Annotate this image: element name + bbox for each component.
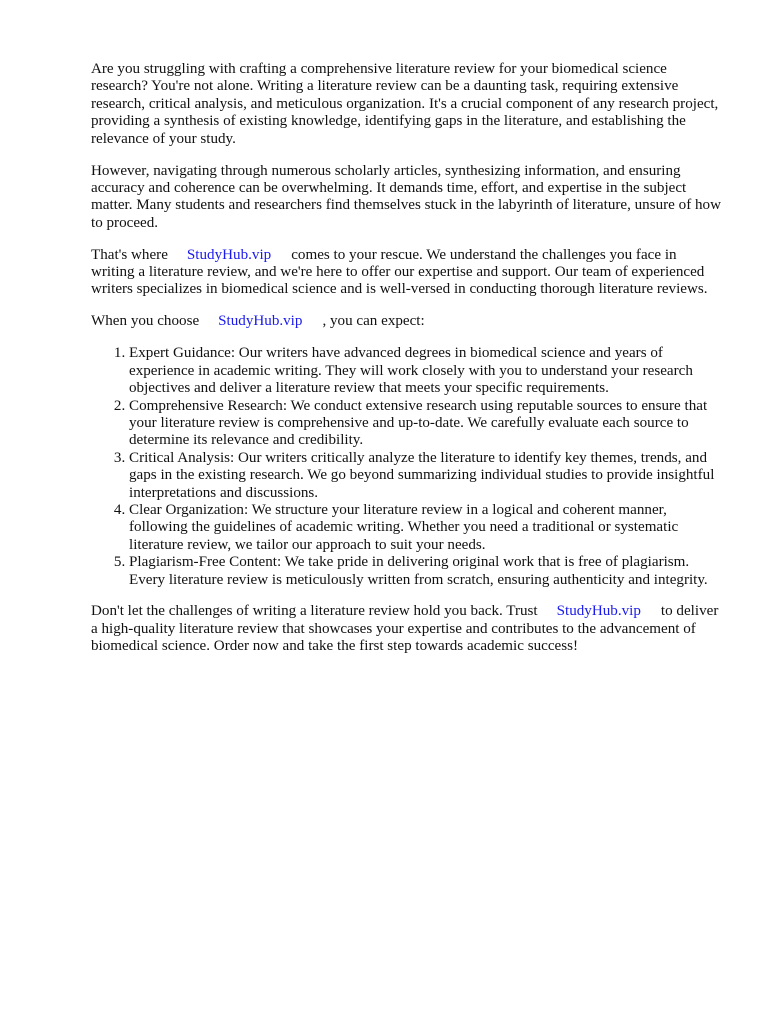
intro-paragraph: Are you struggling with crafting a comprehensive literature review for your biomedical science research? You're not alone. Writing a literature review can be a daunting task, requiring extensive research, critical analysis, and meticulous organization. It's a crucial component of any research project, providing a synthesis of existing knowledge, identifying gaps in the literature, and establishing the relevance of your study. bbox=[91, 61, 719, 147]
closing-tail-text: to deliver a high-quality literature review that showcases your expertise and contributes to the advancement of biomedical science. Order now and take the first step towards academic success! bbox=[91, 603, 719, 655]
list-item: 1. Expert Guidance: Our writers have advanced degrees in biomedical science and years of experience in academic writing. They will work closely with you to understand your research objectives and deliver a literature review that meets your specific requirements. bbox=[129, 345, 721, 397]
list-item: 2. Comprehensive Research: We conduct extensive research using reputable sources to ensure that your literature review is comprehensive and up-to-date. We carefully evaluate each source to determine its relevance and credibility. bbox=[129, 398, 721, 450]
document-page bbox=[91, 61, 721, 670]
closing-paragraph bbox=[91, 603, 721, 655]
list-item: 3. Critical Analysis: Our writers critically analyze the literature to identify key themes, trends, and gaps in the existing research. We go beyond summarizing individual studies to provide insightful interpretations and discussions. bbox=[129, 450, 721, 502]
list-item: 5. Plagiarism-Free Content: We take pride in delivering original work that is free of plagiarism. Every literature review is meticulously written from scratch, ensuring authenticity and integrity. bbox=[129, 554, 721, 589]
however-paragraph: However, navigating through numerous scholarly articles, synthesizing information, and ensuring accuracy and coherence can be overwhelming. It demands time, effort, and expertise in the subject matter. Many students and researchers find themselves stuck in the labyrinth of literature, unsure of how to proceed. bbox=[91, 162, 721, 231]
studyhub-link[interactable]: StudyHub.vip bbox=[218, 313, 303, 330]
thats-where-lead-text: That's where bbox=[91, 246, 168, 263]
closing-lead-text: Don't let the challenges of writing a literature review hold you back. Trust bbox=[91, 603, 538, 620]
thats-where-tail-text: comes to your rescue. We understand the challenges you face in writing a literature review, and we're here to offer our expertise and support. Our team of experienced writers specializes in biomedical science and is well-versed in conducting thorough literature reviews. bbox=[91, 246, 708, 298]
thats-where-paragraph bbox=[91, 247, 721, 299]
list-item: 4. Clear Organization: We structure your literature review in a logical and coherent manner, following the guidelines of academic writing. Whether you need a traditional or systematic literature review, we tailor our approach to suit your needs. bbox=[129, 502, 721, 554]
when-choose-tail-text: , you can expect: bbox=[322, 313, 425, 330]
benefits-list bbox=[91, 345, 721, 589]
when-choose-lead-text: When you choose bbox=[91, 313, 200, 330]
studyhub-link[interactable]: StudyHub.vip bbox=[556, 603, 641, 620]
when-choose-paragraph bbox=[91, 313, 721, 330]
studyhub-link[interactable]: StudyHub.vip bbox=[186, 246, 272, 263]
